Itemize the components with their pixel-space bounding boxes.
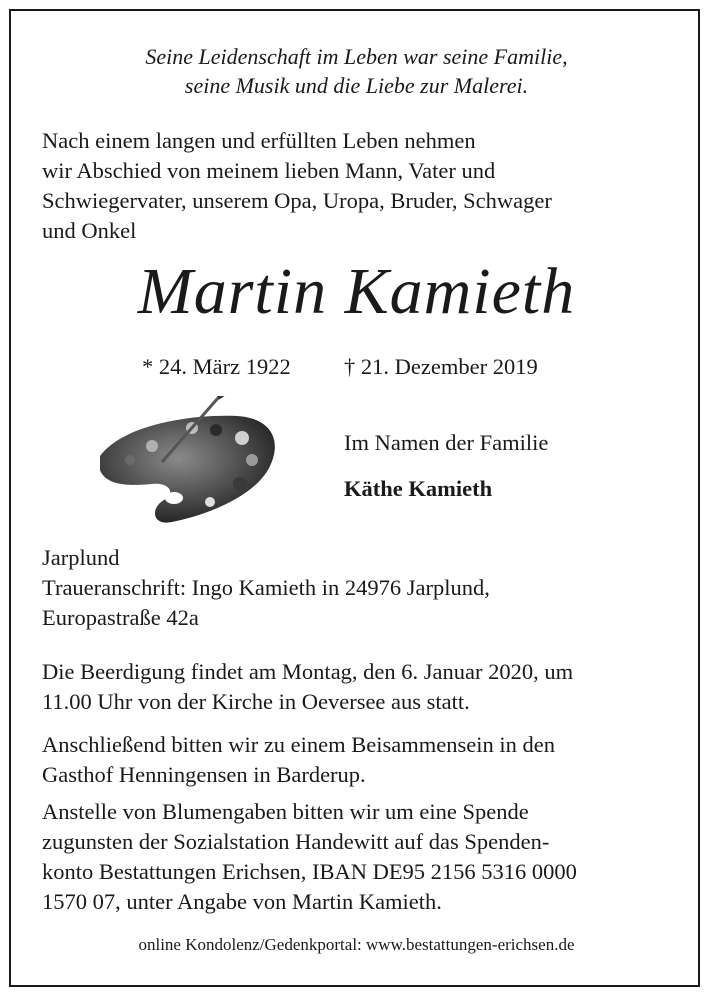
- funeral-paragraph: [42, 657, 670, 717]
- address-line: Europastraße 42a: [42, 605, 199, 630]
- family-line: Im Namen der Familie: [344, 430, 549, 455]
- donation-line: 1570 07, unter Angabe von Martin Kamieth.: [42, 889, 442, 914]
- condolence-portal-footer: online Kondolenz/Gedenkportal: www.bestattungen-erichsen.de: [138, 935, 575, 954]
- funeral-line: Die Beerdigung findet am Montag, den 6. Januar 2020, um: [42, 659, 574, 684]
- intro-line: Nach einem langen und erfüllten Leben nehmen: [42, 128, 476, 153]
- address-line: Traueranschrift: Ingo Kamieth in 24976 Jarplund,: [42, 575, 490, 600]
- funeral-line: 11.00 Uhr von der Kirche in Oeversee aus statt.: [42, 689, 470, 714]
- gathering-paragraph: [42, 730, 670, 790]
- motto: [0, 42, 713, 100]
- deceased-name: Martin Kamieth: [137, 255, 576, 328]
- address-place: Jarplund: [42, 545, 120, 570]
- intro-paragraph: [42, 126, 670, 246]
- address-block: [42, 543, 490, 633]
- intro-line: Schwiegervater, unserem Opa, Uropa, Bruder, Schwager: [42, 188, 552, 213]
- family-name: Käthe Kamieth: [344, 476, 493, 501]
- gathering-line: Anschließend bitten wir zu einem Beisammensein in den: [42, 732, 555, 757]
- donation-line: Anstelle von Blumengaben bitten wir um eine Spende: [42, 799, 529, 824]
- motto-line: seine Musik und die Liebe zur Malerei.: [184, 73, 529, 98]
- intro-line: wir Abschied von meinem lieben Mann, Vater und: [42, 158, 496, 183]
- motto-line: Seine Leidenschaft im Leben war seine Familie,: [145, 44, 568, 69]
- gathering-line: Gasthof Henningensen in Barderup.: [42, 762, 366, 787]
- donation-paragraph: [42, 797, 670, 917]
- donation-line: konto Bestattungen Erichsen, IBAN DE95 2156 5316 0000: [42, 859, 577, 884]
- intro-line: und Onkel: [42, 218, 137, 243]
- birth-date: * 24. März 1922: [142, 354, 291, 379]
- family-signature: [344, 428, 548, 504]
- donation-line: zugunsten der Sozialstation Handewitt auf das Spenden-: [42, 829, 550, 854]
- paint-palette-icon: [92, 396, 284, 530]
- death-date: † 21. Dezember 2019: [344, 354, 538, 379]
